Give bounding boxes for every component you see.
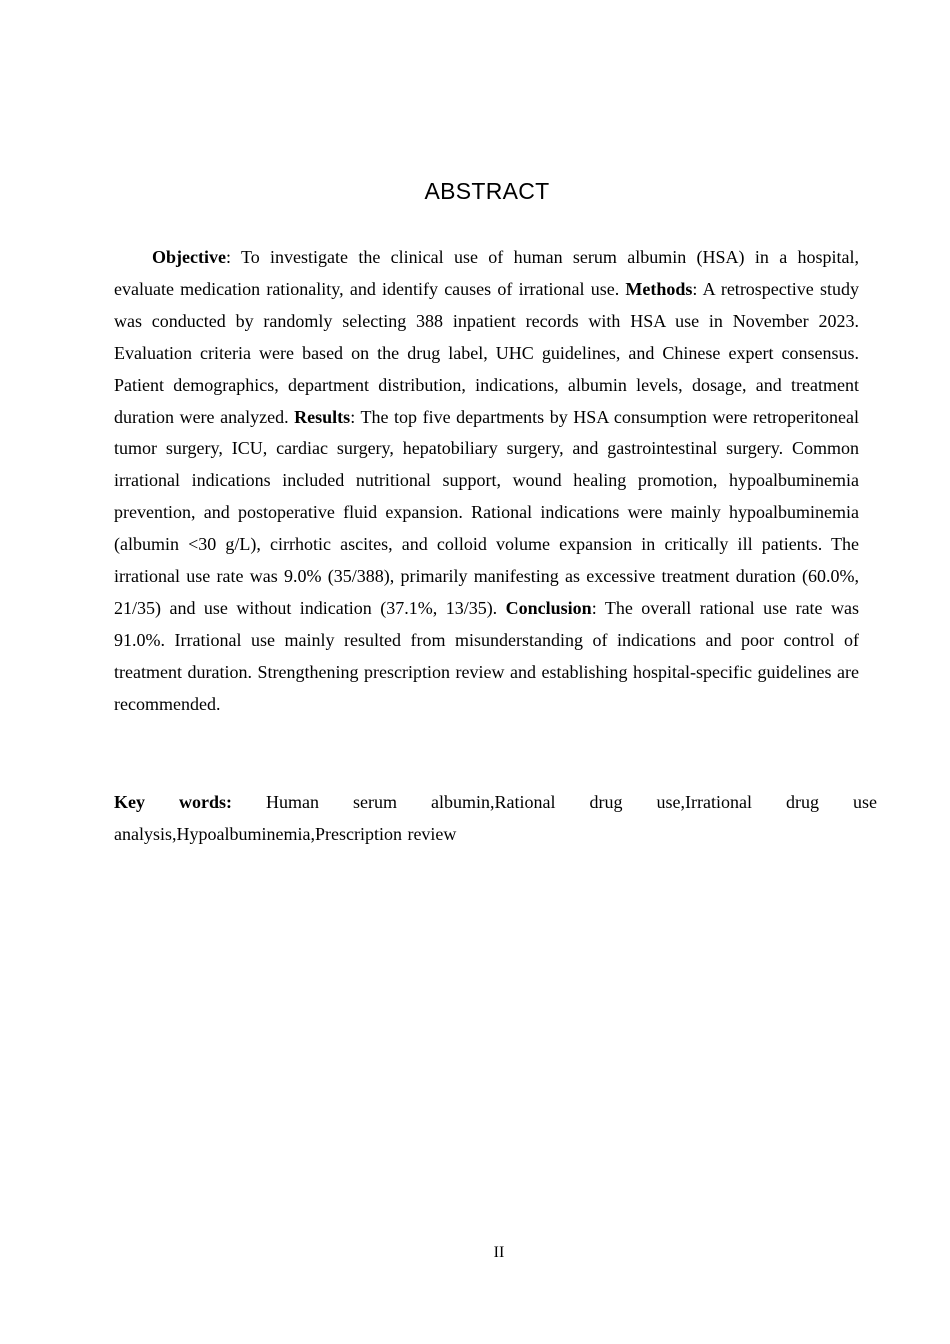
results-text: : The top five departments by HSA consumption were retroperitoneal tumor surgery, ICU, cardiac surgery, hepatobiliary surgery, and gastrointestinal surgery. Common irrational indications included nutritional support, wound healing promotion, hypoalbuminemia prevention, and postoperative fluid expansion. Rational indications were mainly hypoalbuminemia (albumin <30 g/L), cirrhotic ascites, and colloid volume expansion in critically ill patients. The irrational use rate was 9.0% (35/388), primarily manifesting as excessive treatment duration (60.0%, 21/35) and use without indication (37.1%, 13/35). (114, 406, 859, 618)
keywords-paragraph (114, 787, 877, 851)
objective-label: Objective (152, 247, 226, 267)
abstract-paragraph (114, 242, 859, 721)
conclusion-text: : The overall rational use rate was 91.0%. Irrational use mainly resulted from misunderstanding of indications and poor control of treatment duration. Strengthening prescription review and establishing hospital-specific guidelines are recommended. (114, 597, 859, 714)
conclusion-label: Conclusion (505, 597, 592, 618)
methods-label: Methods (625, 278, 693, 299)
objective-text: : To investigate the clinical use of human serum albumin (HSA) in a hospital, evaluate medication rationality, and identify causes of irrational use. (114, 247, 859, 299)
abstract-title: ABSTRACT (424, 178, 550, 204)
keywords-text: Human serum albumin,Rational drug use,Irrational drug use analysis,Hypoalbuminemia,Prescription review (114, 792, 877, 844)
keywords-label: Key words: (114, 792, 232, 812)
results-label: Results (294, 406, 351, 427)
page-number: II (493, 1244, 505, 1261)
methods-text: : A retrospective study was conducted by randomly selecting 388 inpatient records with HSA use in November 2023. Evaluation criteria were based on the drug label, UHC guidelines, and Chinese expert consensus. Patient demographics, department distribution, indications, albumin levels, dosage, and treatment duration were analyzed. (114, 278, 859, 427)
